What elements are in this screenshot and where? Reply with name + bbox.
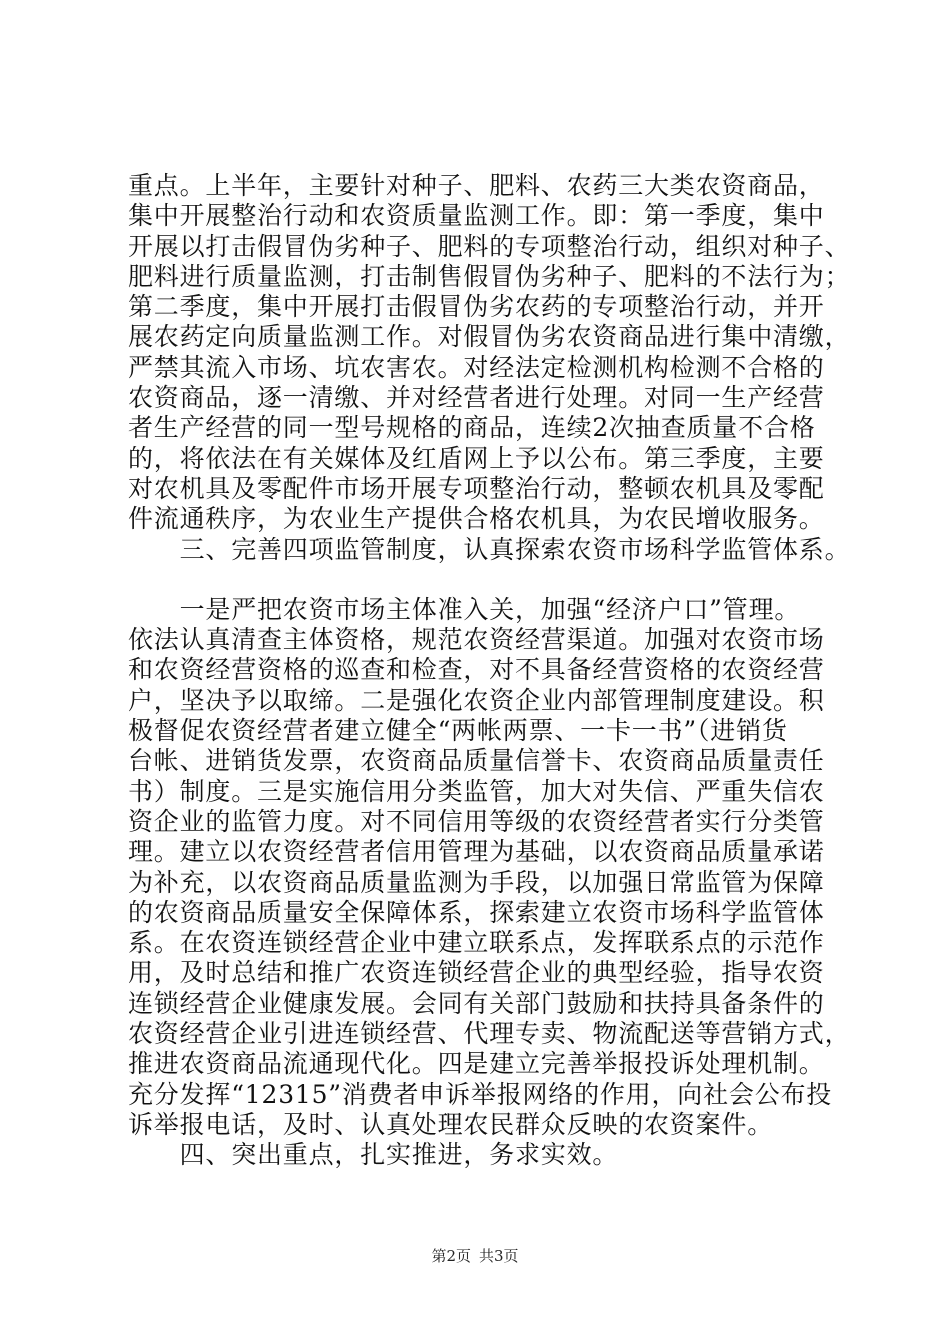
text-line: 开展以打击假冒伪劣种子、肥料的专项整治行动，组织对种子、: [128, 231, 851, 261]
text-line: 一是严把农资市场主体准入关，加强“经济户口”管理。: [128, 594, 801, 624]
page-number: 第2页: [431, 1247, 471, 1265]
text-line: 肥料进行质量监测，打击制售假冒伪劣种子、肥料的不法行为；: [128, 261, 851, 291]
text-line: 为补充，以农资商品质量监测为手段，以加强日常监管为保障: [128, 867, 825, 897]
text-line: 农资经营企业引进连锁经营、代理专卖、物流配送等营销方式，: [128, 1019, 851, 1049]
text-line: 推进农资商品流通现代化。四是建立完善举报投诉处理机制。: [128, 1049, 825, 1079]
text-line: 户，坚决予以取缔。二是强化农资企业内部管理制度建设。积: [128, 685, 825, 715]
page-total: 共3页: [479, 1247, 519, 1265]
text-line: 系。在农资连锁经营企业中建立联系点，发挥联系点的示范作: [128, 928, 825, 958]
text-line: 者生产经营的同一型号规格的商品，连续2次抽查质量不合格: [128, 413, 816, 443]
page-footer: [0, 1246, 950, 1266]
text-line: 依法认真清查主体资格，规范农资经营渠道。加强对农资市场: [128, 625, 825, 655]
text-line: 对农机具及零配件市场开展专项整治行动，整顿农机具及零配: [128, 473, 825, 503]
text-line: 连锁经营企业健康发展。会同有关部门鼓励和扶持具备条件的: [128, 988, 825, 1018]
text-line: 理。建立以农资经营者信用管理为基础，以农资商品质量承诺: [128, 837, 825, 867]
document-body: [128, 171, 850, 1171]
text-line: 台帐、进销货发票，农资商品质量信誉卡、农资商品质量责任: [128, 746, 825, 776]
text-line: 集中开展整治行动和农资质量监测工作。即：第一季度，集中: [128, 201, 825, 231]
paragraph-gap: [128, 565, 850, 595]
text-line: 书）制度。三是实施信用分类监管，加大对失信、严重失信农: [128, 776, 825, 806]
text-line: 用，及时总结和推广农资连锁经营企业的典型经验，指导农资: [128, 958, 825, 988]
text-line: 诉举报电话，及时、认真处理农民群众反映的农资案件。: [128, 1109, 774, 1139]
text-line: 重点。上半年，主要针对种子、肥料、农药三大类农资商品，: [128, 171, 825, 200]
text-line: 充分发挥“12315”消费者申诉举报网络的作用，向社会公布投: [128, 1079, 833, 1109]
text-line: 资企业的监管力度。对不同信用等级的农资经营者实行分类管: [128, 806, 825, 836]
text-line: 展农药定向质量监测工作。对假冒伪劣农资商品进行集中清缴，: [128, 322, 851, 352]
text-line: 农资商品，逐一清缴、并对经营者进行处理。对同一生产经营: [128, 383, 825, 413]
text-line: 的农资商品质量安全保障体系，探索建立农资市场科学监管体: [128, 897, 825, 927]
text-line: 和农资经营资格的巡查和检查，对不具备经营资格的农资经营: [128, 655, 825, 685]
text-line: 的，将依法在有关媒体及红盾网上予以公布。第三季度，主要: [128, 443, 825, 473]
text-line: 件流通秩序，为农业生产提供合格农机具，为农民增收服务。: [128, 504, 825, 534]
section-heading: 三、完善四项监管制度，认真探索农资市场科学监管体系。: [128, 534, 851, 564]
text-line: 严禁其流入市场、坑农害农。对经法定检测机构检测不合格的: [128, 352, 825, 382]
text-line: 极督促农资经营者建立健全“两帐两票、一卡一书”（进销货: [128, 716, 788, 746]
section-heading: 四、突出重点，扎实推进，务求实效。: [128, 1140, 619, 1170]
text-line: 第二季度，集中开展打击假冒伪劣农药的专项整治行动，并开: [128, 292, 825, 322]
